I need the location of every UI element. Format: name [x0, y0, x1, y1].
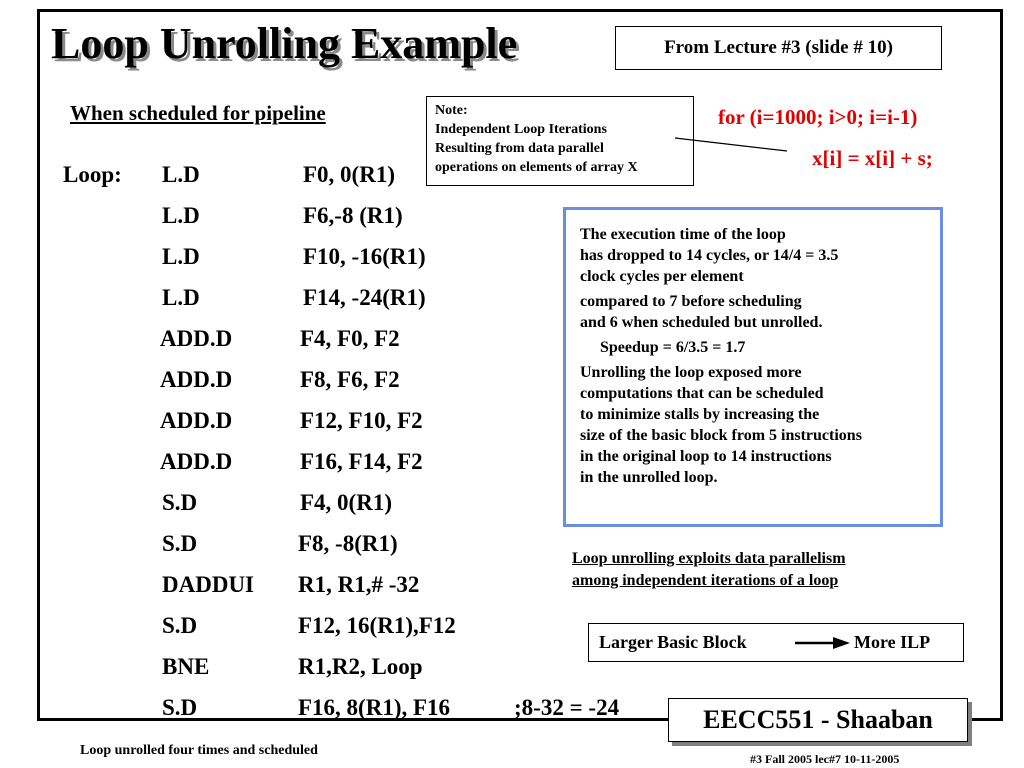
explanation-line: in the original loop to 14 instructions: [580, 448, 832, 465]
instruction-args: F16, 8(R1), F16: [298, 695, 451, 720]
slide-title: Loop Unrolling Example: [51, 19, 518, 68]
parallelism-note-line: Loop unrolling exploits data parallelism: [572, 550, 846, 567]
instruction-op: L.D: [162, 162, 200, 187]
instruction-args: F10, -16(R1): [303, 244, 426, 269]
subheading: When scheduled for pipeline: [70, 101, 326, 125]
instruction-args: F12, F10, F2: [300, 408, 423, 433]
instruction-op: DADDUI: [162, 572, 254, 597]
ilp-box: [588, 623, 964, 662]
loop-label: Loop:: [63, 162, 122, 187]
explanation-line: The execution time of the loop: [580, 226, 786, 243]
instruction-op: L.D: [162, 244, 200, 269]
course-badge: EECC551 - Shaaban: [668, 698, 968, 742]
instruction-op: BNE: [162, 654, 210, 679]
instruction-args: F4, F0, F2: [300, 326, 400, 351]
instruction-args: F0, 0(R1): [303, 162, 395, 187]
explanation-box: [563, 207, 943, 527]
note-line: Note:: [435, 103, 468, 118]
footer-caption: Loop unrolled four times and scheduled: [80, 743, 318, 758]
instruction-args: F6,-8 (R1): [303, 203, 403, 228]
ilp-right-label: More ILP: [854, 632, 931, 652]
explanation-line: in the unrolled loop.: [580, 469, 718, 486]
note-line: Independent Loop Iterations: [435, 122, 607, 137]
explanation-line: clock cycles per element: [580, 268, 744, 285]
instruction-args: R1,R2, Loop: [298, 654, 423, 679]
arrow-right-icon: [793, 634, 853, 652]
lecture-reference-box: From Lecture #3 (slide # 10): [615, 26, 942, 70]
instruction-op: L.D: [162, 203, 200, 228]
explanation-line: to minimize stalls by increasing the: [580, 406, 820, 423]
explanation-line: Unrolling the loop exposed more: [580, 364, 802, 381]
note-line: Resulting from data parallel: [435, 141, 604, 156]
instruction-args: F16, F14, F2: [300, 449, 423, 474]
instruction-args: F4, 0(R1): [300, 490, 392, 515]
instruction-args: F8, F6, F2: [300, 367, 400, 392]
explanation-line: size of the basic block from 5 instructions: [580, 427, 862, 444]
instruction-args: F12, 16(R1),F12: [298, 613, 456, 638]
instruction-op: S.D: [162, 695, 198, 720]
ilp-left-label: Larger Basic Block: [599, 632, 747, 652]
parallelism-note-line: among independent iterations of a loop: [572, 572, 839, 589]
instruction-args: R1, R1,# -32: [298, 572, 420, 597]
explanation-line: and 6 when scheduled but unrolled.: [580, 314, 823, 331]
speedup-line: Speedup = 6/3.5 = 1.7: [600, 339, 746, 356]
source-code-line-1: for (i=1000; i>0; i=i-1): [718, 105, 918, 129]
instruction-op: ADD.D: [160, 367, 233, 392]
instruction-op: S.D: [162, 490, 198, 515]
offset-comment: ;8-32 = -24: [514, 695, 620, 720]
parallelism-note: [572, 548, 846, 592]
instruction-op: L.D: [162, 285, 200, 310]
instruction-op: ADD.D: [160, 449, 233, 474]
instruction-op: S.D: [162, 531, 198, 556]
source-code-line-2: x[i] = x[i] + s;: [812, 146, 933, 170]
instruction-op: ADD.D: [160, 326, 233, 351]
footer-slide-info: #3 Fall 2005 lec#7 10-11-2005: [750, 752, 900, 766]
explanation-line: compared to 7 before scheduling: [580, 293, 802, 310]
instruction-args: F8, -8(R1): [298, 531, 398, 556]
instruction-op: S.D: [162, 613, 198, 638]
instruction-op: ADD.D: [160, 408, 233, 433]
explanation-line: has dropped to 14 cycles, or 14/4 = 3.5: [580, 247, 839, 264]
explanation-line: computations that can be scheduled: [580, 385, 824, 402]
note-line: operations on elements of array X: [435, 160, 638, 175]
instruction-args: F14, -24(R1): [303, 285, 426, 310]
